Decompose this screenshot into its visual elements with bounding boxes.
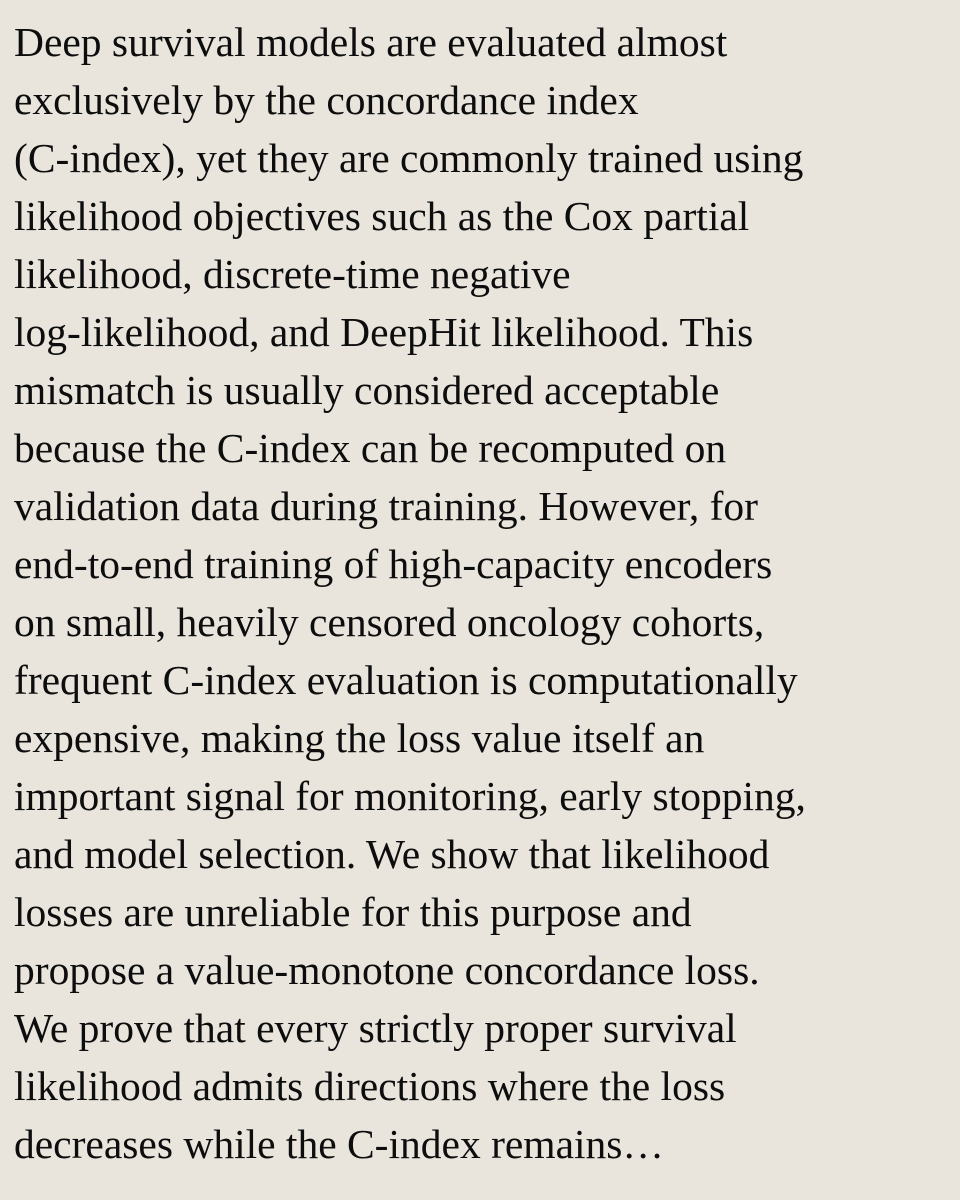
text-line: because the C-index can be recomputed on [14,425,727,471]
text-line: mismatch is usually considered acceptable [14,367,720,413]
text-line: Deep survival models are evaluated almost [14,19,728,65]
abstract-text [14,13,954,1173]
text-line: log-likelihood, and DeepHit likelihood. This [14,309,754,355]
text-line: and model selection. We show that likelihood [14,831,770,877]
text-line: expensive, making the loss value itself an [14,715,705,761]
text-line: We prove that every strictly proper survival [14,1005,737,1051]
text-line: end-to-end training of high-capacity encoders [14,541,773,587]
text-line: on small, heavily censored oncology cohorts, [14,599,765,645]
text-line: (C-index), yet they are commonly trained using [14,135,804,181]
text-line: likelihood objectives such as the Cox partial [14,193,750,239]
text-line: likelihood, discrete-time negative [14,251,571,297]
text-line: exclusively by the concordance index [14,77,639,123]
text-line: propose a value-monotone concordance loss. [14,947,760,993]
text-line: decreases while the C-index remains… [14,1121,664,1167]
text-line: losses are unreliable for this purpose and [14,889,692,935]
text-line: validation data during training. However, for [14,483,758,529]
text-line: likelihood admits directions where the loss [14,1063,726,1109]
text-line: frequent C-index evaluation is computationally [14,657,798,703]
text-line: important signal for monitoring, early stopping, [14,773,806,819]
